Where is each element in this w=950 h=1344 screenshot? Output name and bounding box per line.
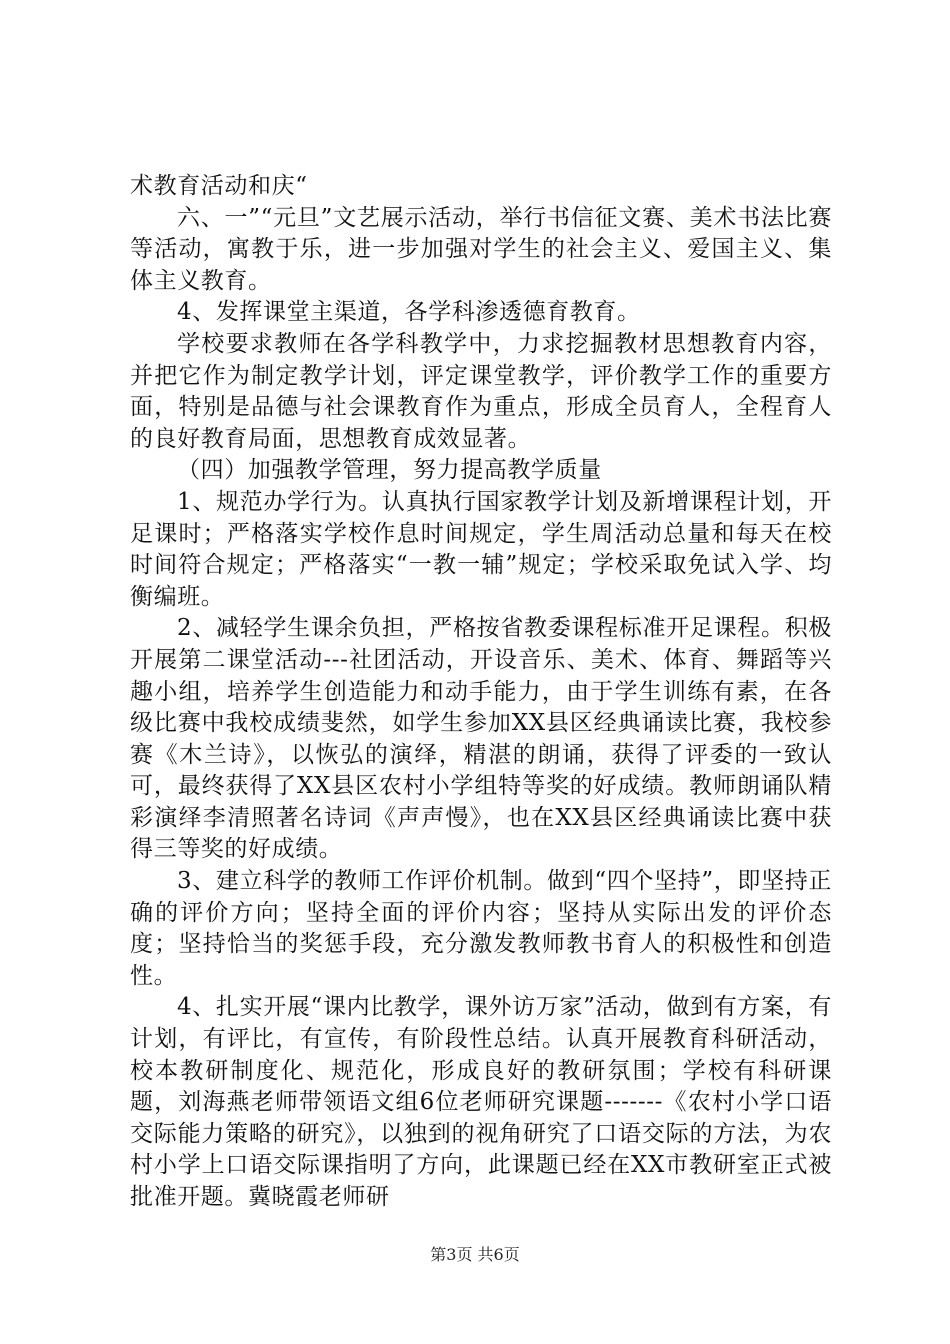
section-heading: （四）加强教学管理，努力提高教学质量 xyxy=(177,457,602,484)
paragraph-6: 1、规范办学行为。认真执行国家教学计划及新增课程计划，开足课时；严格落实学校作息时间规定，学生周活动总量和每天在校时间符合规定；严格落实“一教一辅”规定；学校采取免试入学、均衡编班。 xyxy=(130,488,832,610)
paragraph-8: 3、建立科学的教师工作评价机制。做到“四个坚持”，即坚持正确的评价方向；坚持全面的评价内容；坚持从实际出发的评价态度；坚持恰当的奖惩手段，充分激发教师教书育人的积极性和创造性。 xyxy=(130,868,832,989)
paragraph-3: 4、发挥课堂主渠道，各学科渗透德育教育。 xyxy=(177,299,641,326)
document-body xyxy=(130,171,832,1214)
page-footer: 第3页 共6页 xyxy=(430,1245,520,1264)
paragraph-2: 六、一”“元旦”文艺展示活动，举行书信征文赛、美术书法比赛等活动，寓教于乐，进一步加强对学生的社会主义、爱国主义、集体主义教育。 xyxy=(130,204,832,294)
paragraph-9: 4、扎实开展“课内比教学，课外访万家”活动，做到有方案，有计划，有评比，有宣传，有阶段性总结。认真开展教育科研活动，校本教研制度化、规范化，形成良好的教研氛围；学校有科研课题，刘海燕老师带领语文组6位老师研究课题-------《农村小学口语交际能力策略的研究》，以独到的视角研究了口语交际的方法，为农村小学上口语交际课指明了方向，此课题已经在XX市教研室正式被批准开题。冀晓霞老师研 xyxy=(130,994,832,1210)
paragraph-1: 术教育活动和庆“ xyxy=(130,173,308,199)
paragraph-7: 2、减轻学生课余负担，严格按省教委课程标准开足课程。积极开展第二课堂活动---社团活动，开设音乐、美术、体育、舞蹈等兴趣小组，培养学生创造能力和动手能力，由于学生训练有素，在各级比赛中我校成绩斐然，如学生参加XX县区经典诵读比赛，我校参赛《木兰诗》，以恢弘的演绎，精湛的朗诵，获得了评委的一致认可，最终获得了XX县区农村小学组特等奖的好成绩。教师朗诵队精彩演绎李清照著名诗词《声声慢》，也在XX县区经典诵读比赛中获得三等奖的好成绩。 xyxy=(130,615,832,863)
paragraph-4: 学校要求教师在各学科教学中，力求挖掘教材思想教育内容，并把它作为制定教学计划，评定课堂教学，评价教学工作的重要方面，特别是品德与社会课教育作为重点，形成全员育人，全程育人的良好教育局面，思想教育成效显著。 xyxy=(130,330,832,452)
